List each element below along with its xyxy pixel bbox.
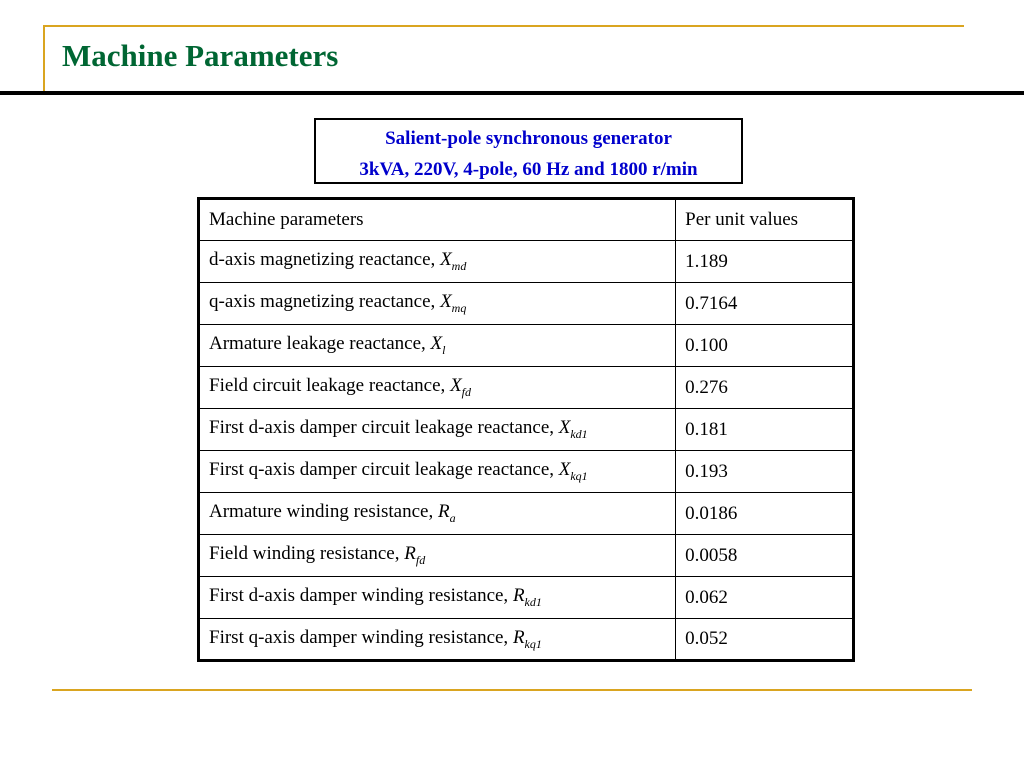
- param-symbol: $X_{kq1}$: [558, 459, 588, 483]
- param-symbol: $X_{md}$: [440, 249, 467, 273]
- param-label: d-axis magnetizing reactance,: [209, 249, 441, 271]
- param-name-cell: [199, 409, 676, 451]
- header-per-unit-values: Per unit values: [676, 199, 854, 241]
- param-symbol: $X_{kd1}$: [558, 417, 588, 441]
- param-symbol: $R_a$: [437, 501, 456, 525]
- param-label: First q-axis damper circuit leakage reactance,: [209, 459, 559, 481]
- param-name-cell: [199, 577, 676, 619]
- param-symbol: $X_l$: [430, 333, 446, 357]
- bottom-accent-rule: [52, 689, 972, 691]
- table-row: [199, 325, 854, 367]
- table-row: [199, 451, 854, 493]
- param-name-cell: [199, 619, 676, 661]
- generator-spec-box: [314, 118, 743, 184]
- table-row: [199, 493, 854, 535]
- param-value: 0.276: [676, 367, 854, 409]
- param-value: 0.193: [676, 451, 854, 493]
- param-label: Armature leakage reactance,: [209, 333, 431, 355]
- param-name-cell: [199, 367, 676, 409]
- param-label: First d-axis damper winding resistance,: [209, 585, 513, 607]
- param-value: 0.062: [676, 577, 854, 619]
- param-name-cell: [199, 535, 676, 577]
- param-name-cell: [199, 241, 676, 283]
- param-symbol: $R_{kd1}$: [512, 585, 542, 609]
- table-row: [199, 535, 854, 577]
- param-name-cell: [199, 283, 676, 325]
- param-name-cell: [199, 493, 676, 535]
- param-name-cell: [199, 325, 676, 367]
- top-accent-rule: [43, 25, 964, 27]
- param-value: 1.189: [676, 241, 854, 283]
- table-row: [199, 409, 854, 451]
- table-row: [199, 283, 854, 325]
- table-row: [199, 619, 854, 661]
- param-label: First q-axis damper winding resistance,: [209, 626, 513, 648]
- spec-line-ratings: 3kVA, 220V, 4-pole, 60 Hz and 1800 r/min: [359, 159, 698, 180]
- spec-line-type: Salient-pole synchronous generator: [385, 128, 672, 149]
- param-value: 0.100: [676, 325, 854, 367]
- param-value: 0.0186: [676, 493, 854, 535]
- param-symbol: $R_{fd}$: [404, 543, 426, 567]
- table-row: [199, 367, 854, 409]
- param-value: 0.181: [676, 409, 854, 451]
- table-row: [199, 577, 854, 619]
- param-label: q-axis magnetizing reactance,: [209, 291, 441, 313]
- header-machine-parameters: Machine parameters: [199, 199, 676, 241]
- param-value: 0.0058: [676, 535, 854, 577]
- param-label: Field winding resistance,: [209, 543, 405, 565]
- param-value: 0.052: [676, 619, 854, 661]
- param-label: Armature winding resistance,: [209, 501, 438, 523]
- title-underline-rule: [0, 91, 1024, 95]
- slide-title: Machine Parameters: [62, 38, 339, 73]
- left-accent-rule: [43, 25, 45, 91]
- param-value: 0.7164: [676, 283, 854, 325]
- param-symbol: $X_{fd}$: [450, 375, 472, 399]
- param-label: First d-axis damper circuit leakage reactance,: [209, 417, 559, 439]
- param-label: Field circuit leakage reactance,: [209, 375, 451, 397]
- param-name-cell: [199, 451, 676, 493]
- table-row: [199, 241, 854, 283]
- param-symbol: $R_{kq1}$: [512, 626, 542, 651]
- machine-parameters-table: [197, 197, 855, 662]
- table-header-row: [199, 199, 854, 241]
- param-symbol: $X_{mq}$: [440, 291, 467, 315]
